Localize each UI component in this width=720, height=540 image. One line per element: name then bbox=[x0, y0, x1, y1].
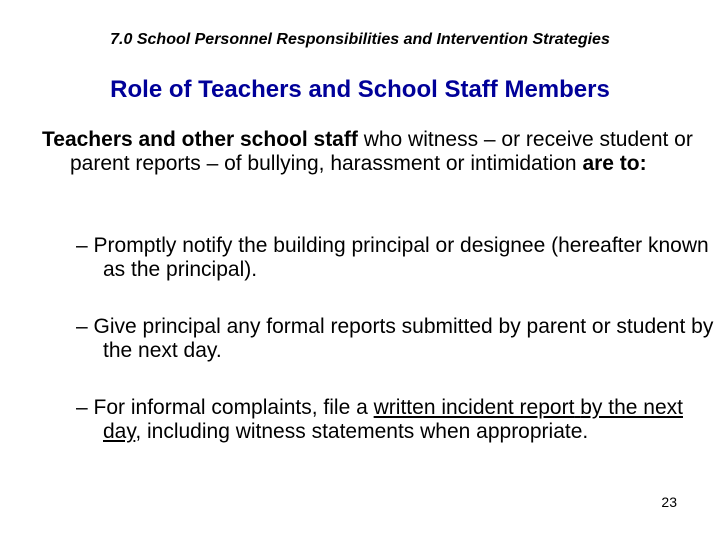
bullet-text-post: , including witness statements when appropriate. bbox=[135, 420, 589, 443]
bullet-item bbox=[76, 396, 720, 444]
intro-middle: who witness – or receive student or parent reports – of bullying, harassment or intimidation bbox=[70, 128, 693, 175]
underlined-by-the-next-day: by the next day bbox=[103, 396, 683, 443]
bullet-text-pre: For informal complaints, file a bbox=[93, 396, 374, 419]
intro-bold-lead: Teachers and other school staff bbox=[42, 128, 358, 151]
section-header: 7.0 School Personnel Responsibilities and Intervention Strategies bbox=[110, 31, 610, 48]
page-number: 23 bbox=[661, 494, 677, 510]
bullet-dash: – bbox=[76, 234, 88, 257]
bullet-text: Give principal any formal reports submitted by parent or student by the next day. bbox=[93, 315, 714, 362]
slide-title: Role of Teachers and School Staff Members bbox=[110, 76, 610, 103]
bullet-item bbox=[76, 234, 720, 282]
bullet-dash: – bbox=[76, 396, 88, 419]
intro-bold-tail: are to: bbox=[582, 152, 647, 175]
bullet-item bbox=[76, 315, 720, 363]
underlined-written-incident-report: written incident report bbox=[373, 396, 575, 419]
intro-paragraph bbox=[42, 128, 720, 176]
bullet-dash: – bbox=[76, 315, 88, 338]
bullet-text: Promptly notify the building principal or designee (hereafter known as the principal). bbox=[93, 234, 709, 281]
